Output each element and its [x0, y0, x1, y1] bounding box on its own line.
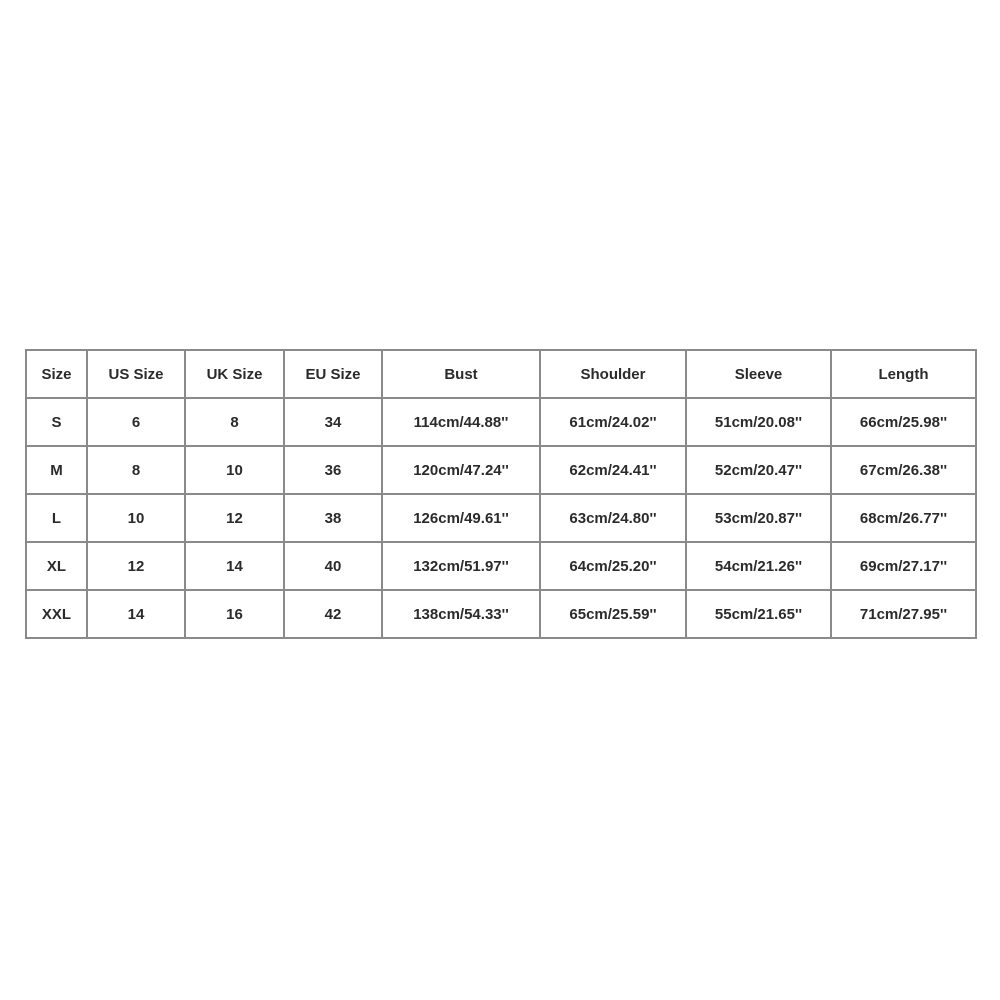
cell-sleeve: 54cm/21.26'' [687, 543, 832, 591]
table-row [27, 495, 977, 543]
size-chart-header [27, 351, 977, 399]
cell-us-size: 6 [88, 399, 186, 447]
header-uk-size: UK Size [186, 351, 285, 399]
cell-uk-size: 14 [186, 543, 285, 591]
header-sleeve: Sleeve [687, 351, 832, 399]
cell-us-size: 14 [88, 591, 186, 639]
cell-eu-size: 42 [285, 591, 383, 639]
cell-length: 68cm/26.77'' [832, 495, 977, 543]
header-us-size: US Size [88, 351, 186, 399]
cell-sleeve: 52cm/20.47'' [687, 447, 832, 495]
cell-length: 66cm/25.98'' [832, 399, 977, 447]
cell-sleeve: 53cm/20.87'' [687, 495, 832, 543]
cell-eu-size: 40 [285, 543, 383, 591]
cell-us-size: 12 [88, 543, 186, 591]
cell-eu-size: 36 [285, 447, 383, 495]
size-chart-body [27, 399, 977, 639]
cell-length: 71cm/27.95'' [832, 591, 977, 639]
cell-length: 67cm/26.38'' [832, 447, 977, 495]
header-shoulder: Shoulder [541, 351, 687, 399]
header-eu-size: EU Size [285, 351, 383, 399]
cell-eu-size: 34 [285, 399, 383, 447]
cell-bust: 132cm/51.97'' [383, 543, 541, 591]
cell-size: XXL [27, 591, 88, 639]
cell-sleeve: 51cm/20.08'' [687, 399, 832, 447]
cell-bust: 138cm/54.33'' [383, 591, 541, 639]
cell-uk-size: 16 [186, 591, 285, 639]
cell-uk-size: 8 [186, 399, 285, 447]
cell-bust: 120cm/47.24'' [383, 447, 541, 495]
table-row [27, 543, 977, 591]
header-size: Size [27, 351, 88, 399]
cell-shoulder: 65cm/25.59'' [541, 591, 687, 639]
table-row [27, 447, 977, 495]
table-row [27, 591, 977, 639]
cell-eu-size: 38 [285, 495, 383, 543]
header-row [27, 351, 977, 399]
header-length: Length [832, 351, 977, 399]
cell-shoulder: 63cm/24.80'' [541, 495, 687, 543]
cell-uk-size: 12 [186, 495, 285, 543]
cell-uk-size: 10 [186, 447, 285, 495]
header-bust: Bust [383, 351, 541, 399]
table-row [27, 399, 977, 447]
cell-length: 69cm/27.17'' [832, 543, 977, 591]
cell-size: XL [27, 543, 88, 591]
cell-size: M [27, 447, 88, 495]
cell-size: L [27, 495, 88, 543]
cell-us-size: 8 [88, 447, 186, 495]
cell-shoulder: 64cm/25.20'' [541, 543, 687, 591]
cell-bust: 126cm/49.61'' [383, 495, 541, 543]
cell-shoulder: 62cm/24.41'' [541, 447, 687, 495]
cell-size: S [27, 399, 88, 447]
cell-shoulder: 61cm/24.02'' [541, 399, 687, 447]
size-chart-table [25, 349, 977, 639]
cell-us-size: 10 [88, 495, 186, 543]
cell-sleeve: 55cm/21.65'' [687, 591, 832, 639]
cell-bust: 114cm/44.88'' [383, 399, 541, 447]
